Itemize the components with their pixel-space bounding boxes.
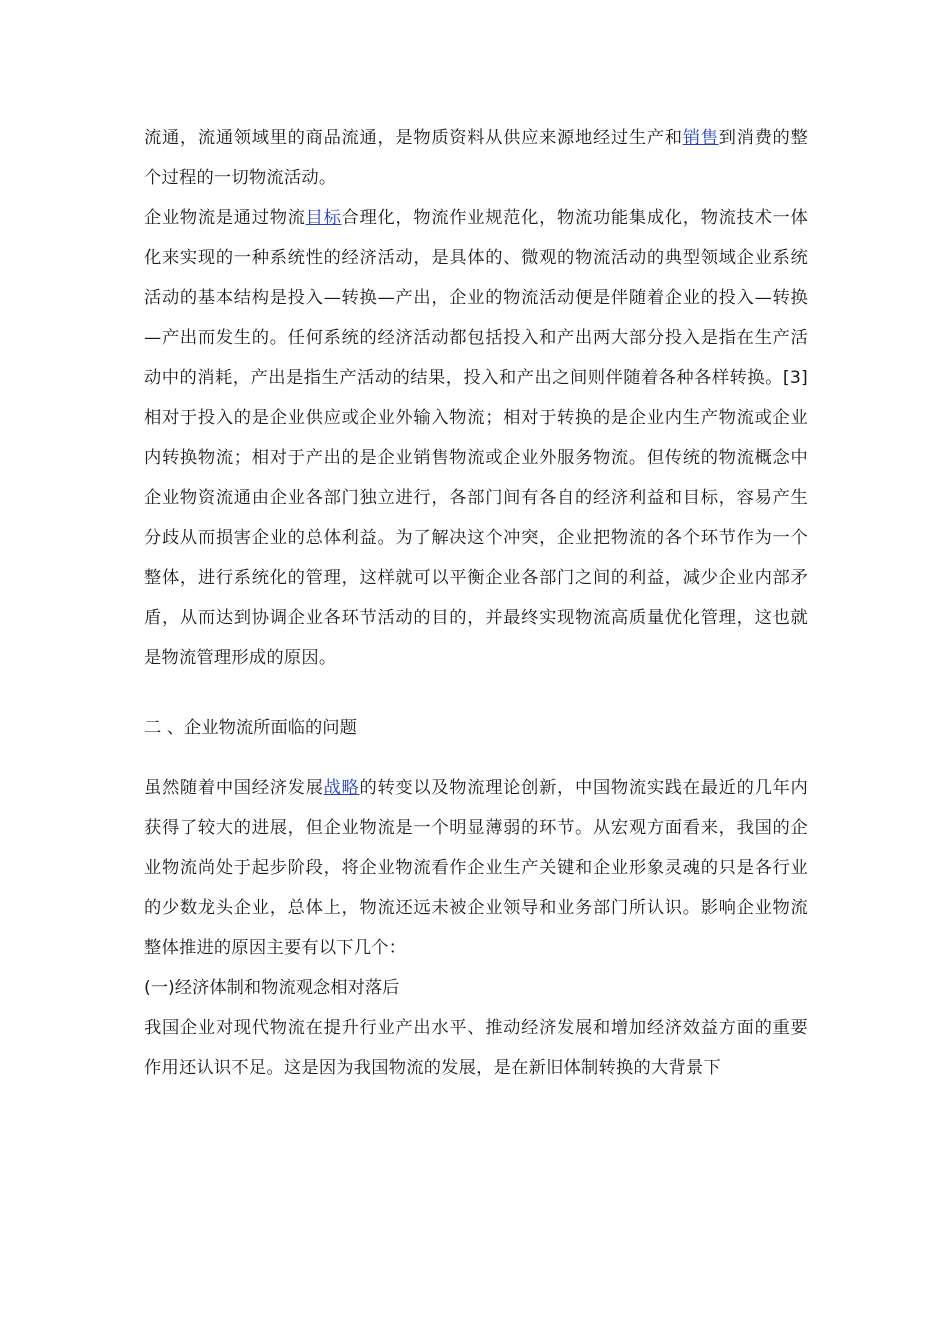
paragraph-1	[144, 118, 808, 198]
link-target[interactable]: 目标	[305, 208, 342, 228]
paragraph-1-text-a: 流通，流通领域里的商品流通，是物质资料从供应来源地经过生产和	[144, 128, 683, 148]
document-page	[144, 118, 808, 1088]
paragraph-3-text-b: 的转变以及物流理论创新，中国物流实践在最近的几年内获得了较大的进展，但企业物流是一个明显薄弱的环节。从宏观方面看来，我国的企业物流尚处于起步阶段，将企业物流看作企业生产关键和企业形象灵魂的只是各行业的少数龙头企业，总体上，物流还远未被企业领导和业务部门所认识。影响企业物流整体推进的原因主要有以下几个：	[144, 778, 808, 958]
paragraph-3	[144, 768, 808, 968]
paragraph-2-text-a: 企业物流是通过物流	[144, 208, 306, 228]
paragraph-2	[144, 198, 808, 678]
subsection-heading-1: (一)经济体制和物流观念相对落后	[144, 978, 400, 998]
paragraph-3-text-a: 虽然随着中国经济发展	[144, 778, 324, 798]
paragraph-2-text-b: 合理化，物流作业规范化，物流功能集成化，物流技术一体化来实现的一种系统性的经济活动，是具体的、微观的物流活动的典型领域企业系统活动的基本结构是投入—转换—产出，企业的物流活动便是伴随着企业的投入—转换—产出而发生的。任何系统的经济活动都包括投入和产出两大部分投入是指在生产活动中的消耗，产出是指生产活动的结果，投入和产出之间则伴随着各种各样转换。[3]相对于投入的是企业供应或企业外输入物流；相对于转换的是企业内生产物流或企业内转换物流；相对于产出的是企业销售物流或企业外服务物流。但传统的物流概念中企业物资流通由企业各部门独立进行，各部门间有各自的经济利益和目标，容易产生分歧从而损害企业的总体利益。为了解决这个冲突，企业把物流的各个环节作为一个整体，进行系统化的管理，这样就可以平衡企业各部门之间的利益，减少企业内部矛盾，从而达到协调企业各环节活动的目的，并最终实现物流高质量优化管理，这也就是物流管理形成的原因。	[144, 208, 808, 668]
section-heading-2: 二 、企业物流所面临的问题	[144, 718, 357, 738]
paragraph-1-text-b: 到消费的整个过程的一切物流活动。	[144, 128, 808, 188]
paragraph-4: 我国企业对现代物流在提升行业产出水平、推动经济发展和增加经济效益方面的重要作用还认识不足。这是因为我国物流的发展，是在新旧体制转换的大背景下	[144, 1018, 808, 1078]
link-strategy[interactable]: 战略	[323, 778, 360, 798]
link-sales[interactable]: 销售	[682, 128, 719, 148]
